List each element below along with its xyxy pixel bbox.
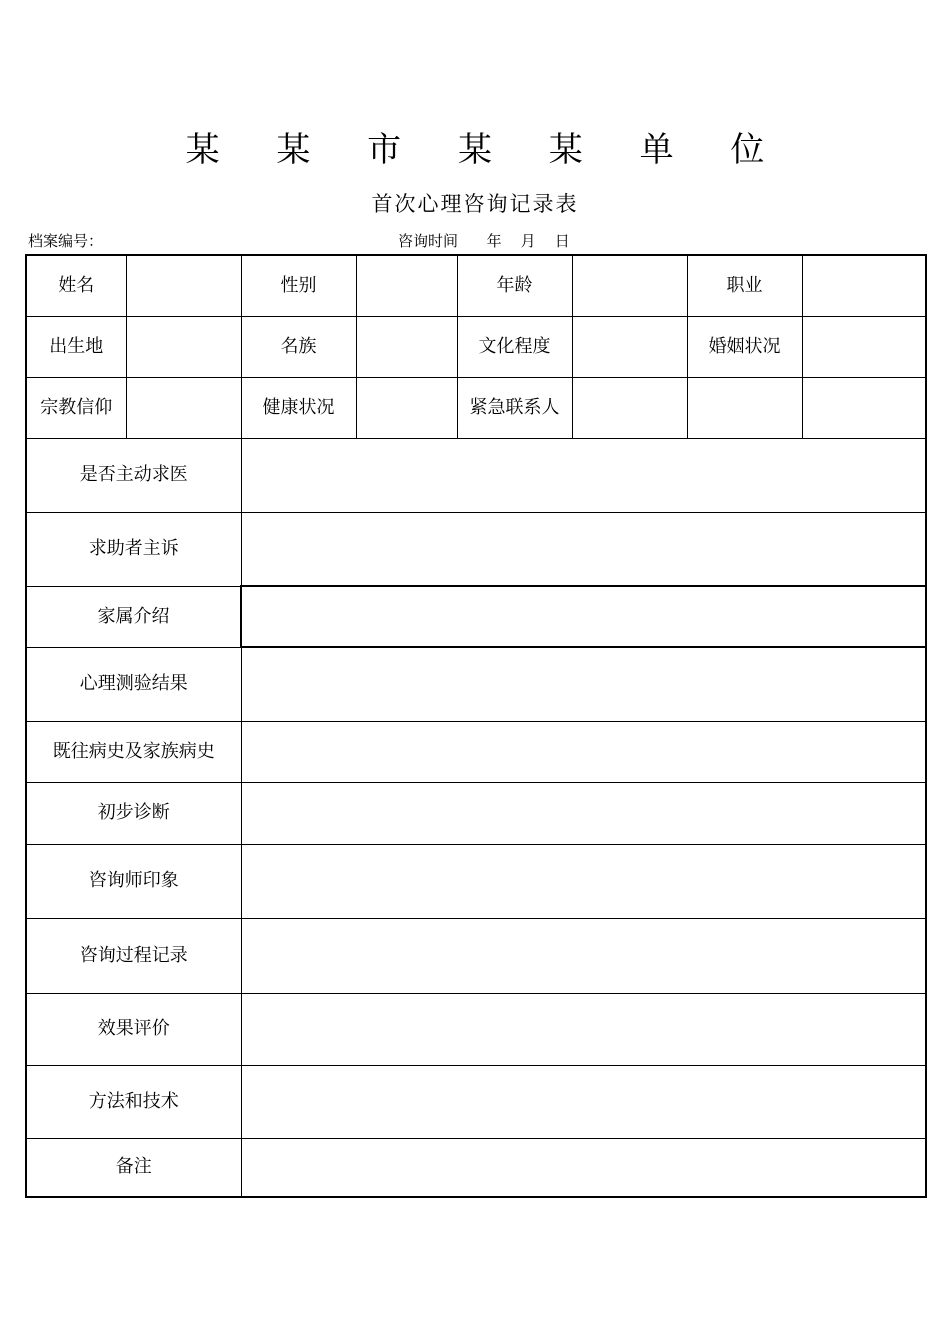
info-row-3 [26,377,926,438]
consultation-record-table [25,254,927,1198]
organization-title: 某 某 市 某 某 单 位 [185,130,788,170]
section-label: 方法和技术 [26,1065,241,1138]
form-title: 首次心理咨询记录表 [371,192,579,216]
section-label: 既往病史及家族病史 [26,721,241,782]
section-label: 心理测验结果 [26,647,241,721]
section-field[interactable] [241,1138,926,1197]
section-label: 是否主动求医 [26,438,241,512]
info-row-1 [26,255,926,316]
birthplace-label: 出生地 [26,316,126,377]
blank-cell[interactable] [802,377,926,438]
section-field[interactable] [241,647,926,721]
emergency-contact-label: 紧急联系人 [457,377,572,438]
blank-cell[interactable] [687,377,802,438]
section-row [26,1065,926,1138]
section-label: 求助者主诉 [26,512,241,586]
section-field[interactable] [241,721,926,782]
file-number-label: 档案编号： [28,232,104,250]
birthplace-field[interactable] [126,316,241,377]
section-field[interactable] [241,1065,926,1138]
ethnicity-field[interactable] [356,316,457,377]
section-field[interactable] [241,512,926,586]
emergency-contact-field[interactable] [572,377,687,438]
ethnicity-label: 名族 [241,316,356,377]
section-row [26,918,926,993]
marital-status-label: 婚姻状况 [687,316,802,377]
section-label: 效果评价 [26,993,241,1065]
section-field[interactable] [241,782,926,844]
occupation-label: 职业 [687,255,802,316]
education-field[interactable] [572,316,687,377]
occupation-field[interactable] [802,255,926,316]
section-field[interactable] [241,993,926,1065]
section-row [26,844,926,918]
section-label: 初步诊断 [26,782,241,844]
section-field[interactable] [241,438,926,512]
section-row [26,993,926,1065]
education-label: 文化程度 [457,316,572,377]
name-field[interactable] [126,255,241,316]
section-row [26,782,926,844]
section-field[interactable] [241,586,926,647]
gender-field[interactable] [356,255,457,316]
marital-status-field[interactable] [802,316,926,377]
section-row [26,586,926,647]
section-row [26,721,926,782]
consultation-time-label: 咨询时间 年 月 日 [398,232,570,250]
section-label: 咨询过程记录 [26,918,241,993]
section-field[interactable] [241,844,926,918]
age-label: 年龄 [457,255,572,316]
age-field[interactable] [572,255,687,316]
section-label: 家属介绍 [26,586,241,647]
info-row-2 [26,316,926,377]
name-label: 姓名 [26,255,126,316]
health-status-field[interactable] [356,377,457,438]
section-label: 备注 [26,1138,241,1197]
section-row [26,512,926,586]
religion-label: 宗教信仰 [26,377,126,438]
section-row [26,438,926,512]
section-row [26,647,926,721]
health-status-label: 健康状况 [241,377,356,438]
section-label: 咨询师印象 [26,844,241,918]
religion-field[interactable] [126,377,241,438]
section-field[interactable] [241,918,926,993]
section-row [26,1138,926,1197]
gender-label: 性别 [241,255,356,316]
